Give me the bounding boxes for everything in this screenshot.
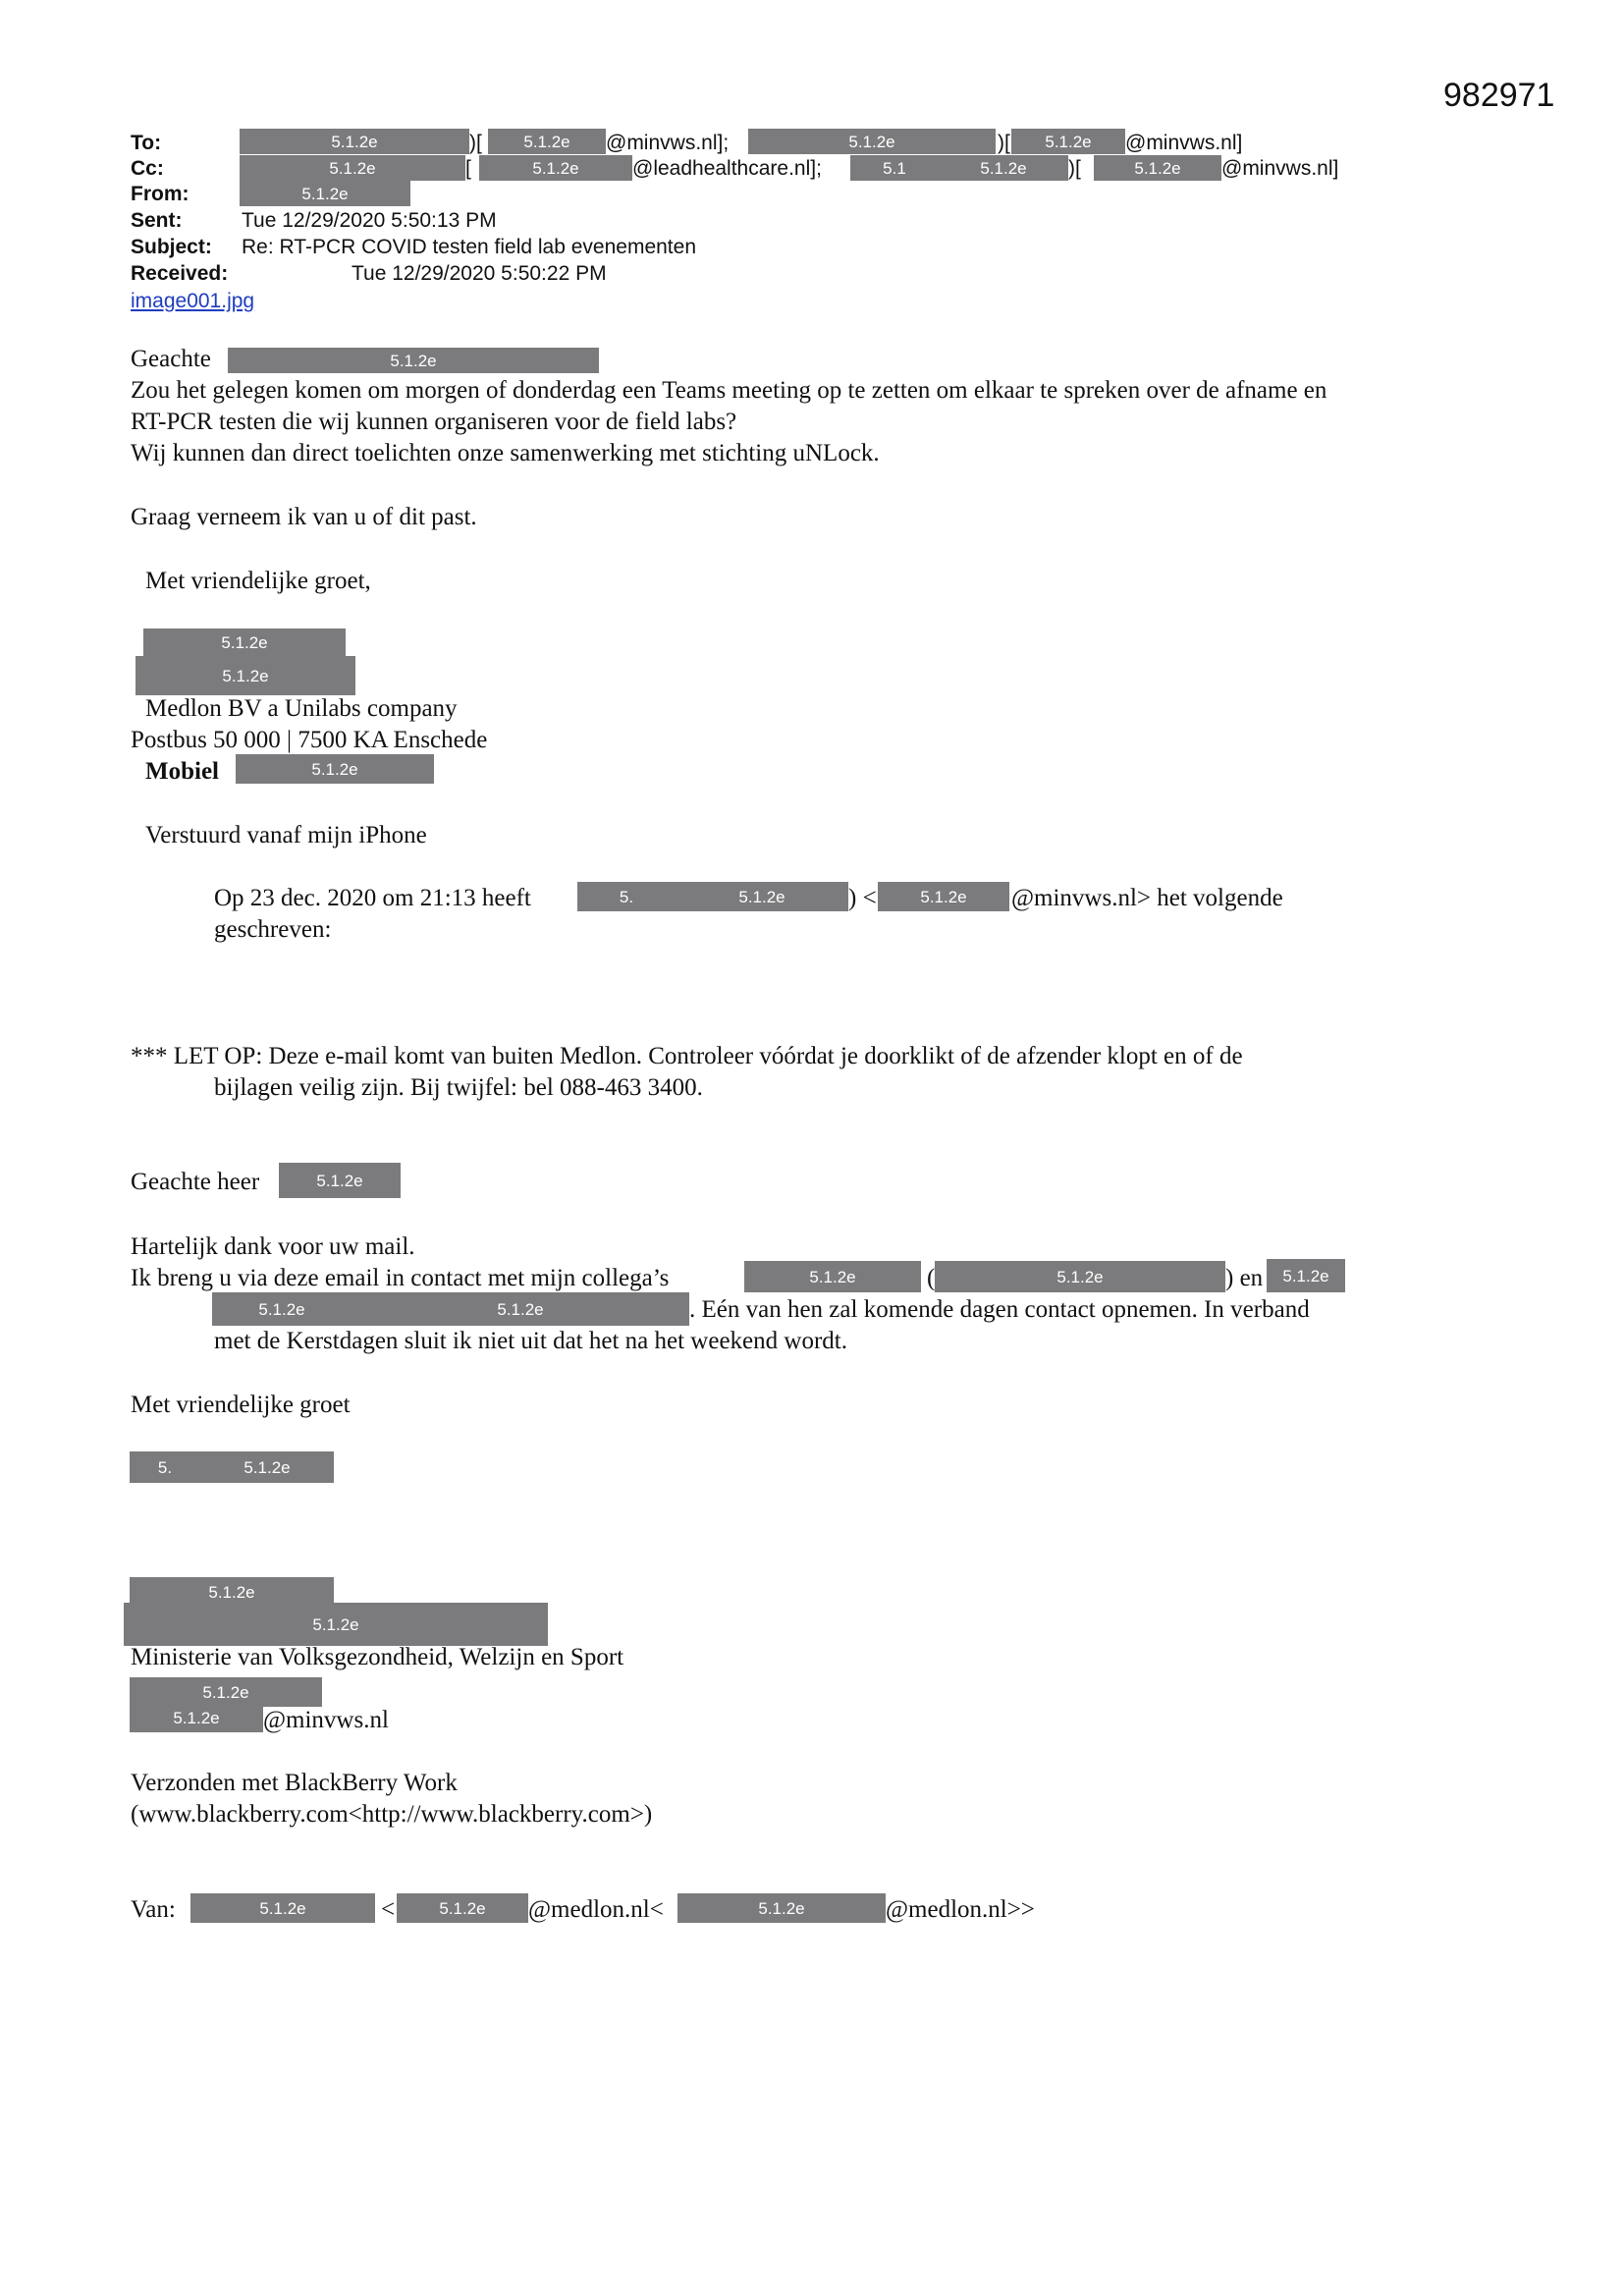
redaction-box: 5.1.2e [939,155,1068,181]
redaction-box: 5.1.2e [236,754,434,784]
quoted-closing: Met vriendelijke groet [131,1392,351,1418]
to-label: To: [131,132,162,154]
sent-with-blackberry: Verzonden met BlackBerry Work [131,1770,458,1796]
quoted-salutation: Geachte heer [131,1169,260,1195]
cc-domain: @minvws.nl] [1221,157,1339,180]
quoted-line: Hartelijk dank voor uw mail. [131,1233,415,1260]
redaction-box: 5.1.2e [935,1261,1225,1292]
sent-label: Sent: [131,209,183,232]
van-domain: @medlon.nl< [528,1896,664,1923]
redaction-box: 5.1.2e [240,129,469,154]
redaction-box: 5.1.2e [190,1893,375,1923]
redaction-box: 5.1.2e [143,629,346,656]
redaction-box: 5.1.2e [130,1703,263,1732]
quote-intro-line: Op 23 dec. 2020 om 21:13 heeft [214,885,531,911]
received-label: Received: [131,262,229,285]
quote-intro-paren: ) < [848,885,877,911]
redaction-box: 5.1.2e [200,1451,334,1483]
cc-label: Cc: [131,157,164,180]
quoted-and: ) en [1225,1265,1264,1291]
redaction-box: 5.1.2e [1094,155,1221,181]
cc-domain: @leadhealthcare.nl]; [632,157,822,180]
sent-from-iphone: Verstuurd vanaf mijn iPhone [145,822,427,848]
redaction-box: 5.1.2e [479,155,632,181]
redaction-box: 5.1.2e [240,155,465,181]
body-line: RT-PCR testen die wij kunnen organiseren voor de field labs? [131,409,737,435]
redaction-box: 5. [130,1451,200,1483]
redaction-box: 5.1.2e [352,1292,689,1326]
to-domain: @minvws.nl] [1125,132,1243,154]
received-value: Tue 12/29/2020 5:50:22 PM [352,262,607,285]
body-line: Graag verneem ik van u of dit past. [131,504,477,530]
redaction-box: 5.1.2e [240,181,410,206]
van-lt: < [381,1896,396,1923]
salutation: Geachte [131,346,211,372]
redaction-box: 5.1.2e [1267,1259,1345,1292]
body-line: Zou het gelegen komen om morgen of donderdag een Teams meeting op te zetten om elkaar te spreken over de afname en [131,377,1327,404]
redaction-box: 5.1.2e [1011,129,1125,154]
redaction-box: 5.1.2e [676,882,848,911]
to-domain: @minvws.nl]; [606,132,730,154]
to-separator: )[ [469,132,482,154]
warning-line: *** LET OP: Deze e-mail komt van buiten Medlon. Controleer vóórdat je doorklikt of de afzender klopt en of de [131,1043,1243,1069]
company-address: Postbus 50 000 | 7500 KA Enschede [131,727,488,753]
mobile-label: Mobiel [145,758,219,785]
redaction-box: 5.1.2e [488,129,606,154]
subject-label: Subject: [131,236,212,258]
redaction-box: 5.1.2e [130,1577,334,1607]
redaction-box: 5.1.2e [744,1261,921,1292]
ministry-name: Ministerie van Volksgezondheid, Welzijn en Sport [131,1644,624,1670]
to-separator: )[ [998,132,1010,154]
cc-separator: )[ [1068,157,1081,180]
redaction-box: 5.1.2e [279,1163,401,1198]
redaction-box: 5.1.2e [135,656,355,695]
blackberry-link: (www.blackberry.com<http://www.blackberry.com>) [131,1801,653,1828]
redaction-box: 5.1.2e [397,1893,528,1923]
attachment-link[interactable]: image001.jpg [131,290,255,312]
redaction-box: 5.1.2e [878,882,1009,911]
redaction-box: 5.1.2e [228,348,599,373]
redaction-box: 5. [577,882,676,911]
warning-line: bijlagen veilig zijn. Bij twijfel: bel 088-463 3400. [214,1074,703,1101]
quote-intro-domain: @minvws.nl> het volgende [1011,885,1283,911]
from-label: From: [131,183,189,205]
redaction-box: 5.1.2e [130,1677,322,1707]
redaction-box: 5.1.2e [124,1603,548,1646]
closing: Met vriendelijke groet, [145,568,371,594]
quoted-line: met de Kerstdagen sluit ik niet uit dat het na het weekend wordt. [214,1328,847,1354]
subject-value: Re: RT-PCR COVID testen field lab evenementen [242,236,696,258]
redaction-box: 5.1.2e [212,1292,352,1326]
sent-value: Tue 12/29/2020 5:50:13 PM [242,209,497,232]
body-line: Wij kunnen dan direct toelichten onze samenwerking met stichting uNLock. [131,440,880,466]
quoted-line: . Eén van hen zal komende dagen contact opnemen. In verband [689,1296,1310,1323]
document-id: 982971 [1443,77,1555,114]
cc-separator: [ [465,157,471,180]
company-name: Medlon BV a Unilabs company [145,695,458,722]
quoted-paren: ( [927,1265,936,1291]
redaction-box: 5.1 [850,155,939,181]
redaction-box: 5.1.2e [677,1893,886,1923]
redaction-box: 5.1.2e [748,129,996,154]
ministry-email-domain: @minvws.nl [263,1707,389,1733]
quote-intro-line: geschreven: [214,916,332,943]
van-label: Van: [131,1896,176,1923]
van-domain: @medlon.nl>> [886,1896,1035,1923]
quoted-line: Ik breng u via deze email in contact met mijn collega’s [131,1265,670,1291]
